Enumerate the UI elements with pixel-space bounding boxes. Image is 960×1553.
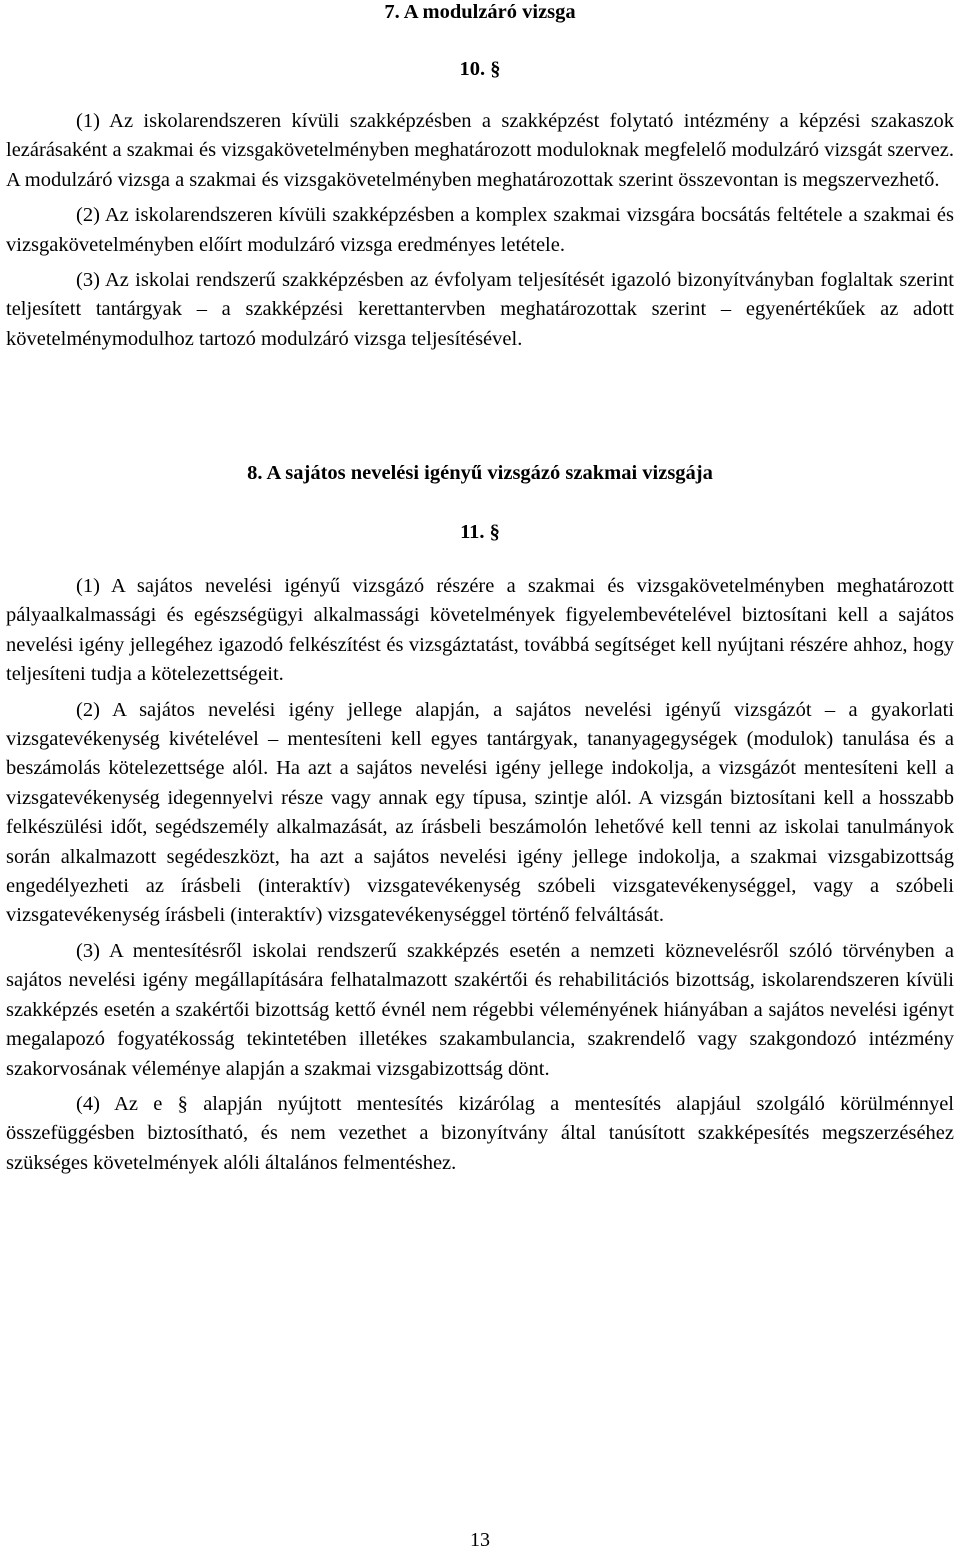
chapter-7-body (6, 107, 954, 360)
section-11-paragraph-4: (4) Az e § alapján nyújtott mentesítés kizárólag a mentesítés alapjául szolgáló körülménnyel összefüggésben biztosítható, és nem vezethet a bizonyítvány által tanúsított szakképesítés megszerzéséhez szükséges követelmények alóli általános felmentéshez. (6, 1092, 954, 1174)
section-11-paragraph-1: (1) A sajátos nevelési igényű vizsgázó részére a szakmai és vizsgakövetelményben meghatározott pályaalkalmassági és egészségügyi alkalmassági követelmények figyelembevételével biztosítani kell a sajátos nevelési igény jellegéhez igazodó felkészítést és vizsgáztatást, továbbá segítséget kell nyújtani részére ahhoz, hogy teljesíteni tudja a kötelezettségeit. (6, 575, 954, 686)
chapter-8-title: 8. A sajátos nevelési igényű vizsgázó szakmai vizsgája (247, 462, 713, 484)
section-10-paragraph-2: (2) Az iskolarendszeren kívüli szakképzésben a komplex szakmai vizsgára bocsátás feltétele a szakmai és vizsgakövetelményben előírt modulzáró vizsga eredményes letétele. (6, 204, 954, 256)
section-11-heading: 11. § (460, 521, 500, 543)
section-10-heading: 10. § (459, 58, 501, 80)
section-11-paragraph-3: (3) A mentesítésről iskolai rendszerű szakképzés esetén a nemzeti köznevelésről szóló törvényben a sajátos nevelési igény megállapítására felhatalmazott szakértői és rehabilitációs bizottság, iskolarendszeren kívüli szakképzés esetén a szakértői bizottság kettő évnél nem régebbi véleményének hiányában a sajátos nevelési igényt megalapozó fogyatékosság tekintetében illetékes szakambulancia, szakrendelő vagy szakgondozó intézmény szakorvosának véleménye alapján a szakmai vizsgabizottság dönt. (6, 939, 954, 1080)
chapter-8-body (6, 572, 954, 1184)
chapter-7-title: 7. A modulzáró vizsga (384, 1, 576, 23)
section-11-paragraph-2: (2) A sajátos nevelési igény jellege alapján, a sajátos nevelési igényű vizsgázót – a gyakorlati vizsgatevékenység kivételével – mentesíteni kell egyes tantárgyak, tananyagegységek (modulok) tanulása és a beszámolás kötelezettsége alól. Ha azt a sajátos nevelési igény jellege indokolja, a vizsgázót mentesíteni kell a vizsgatevékenység idegennyelvi része vagy annak egy típusa, szintje alól. A vizsgán biztosítani kell a hosszabb felkészülési időt, segédszemély alkalmazását, az írásbeli beszámolón lehetővé kell tenni az iskolai tanulmányok során alkalmazott segédeszközt, ha azt a sajátos nevelési igény jellege indokolja, a szakmai vizsgabizottság engedélyezheti az írásbeli (interaktív) vizsgatevékenység szóbeli vizsgatevékenységgel, vagy a szóbeli vizsgatevékenység írásbeli (interaktív) vizsgatevékenységgel történő felváltását. (6, 698, 954, 927)
section-10-paragraph-3: (3) Az iskolai rendszerű szakképzésben az évfolyam teljesítését igazoló bizonyítványban foglaltak szerint teljesített tantárgyak – a szakképzési kerettantervben meghatározottak szerint – egyenértékűek az adott követelménymodulhoz tartozó modulzáró vizsga teljesítésével. (6, 269, 954, 350)
section-10-paragraph-1: (1) Az iskolarendszeren kívüli szakképzésben a szakképzést folytató intézmény a képzési szakaszok lezárásaként a szakmai és vizsgakövetelményben meghatározott moduloknak megfelelő modulzáró vizsgát szervez. A modulzáró vizsga a szakmai és vizsgakövetelményben meghatározottak szerint összevontan is megszervezhető. (6, 110, 954, 191)
page-number: 13 (470, 1529, 490, 1551)
